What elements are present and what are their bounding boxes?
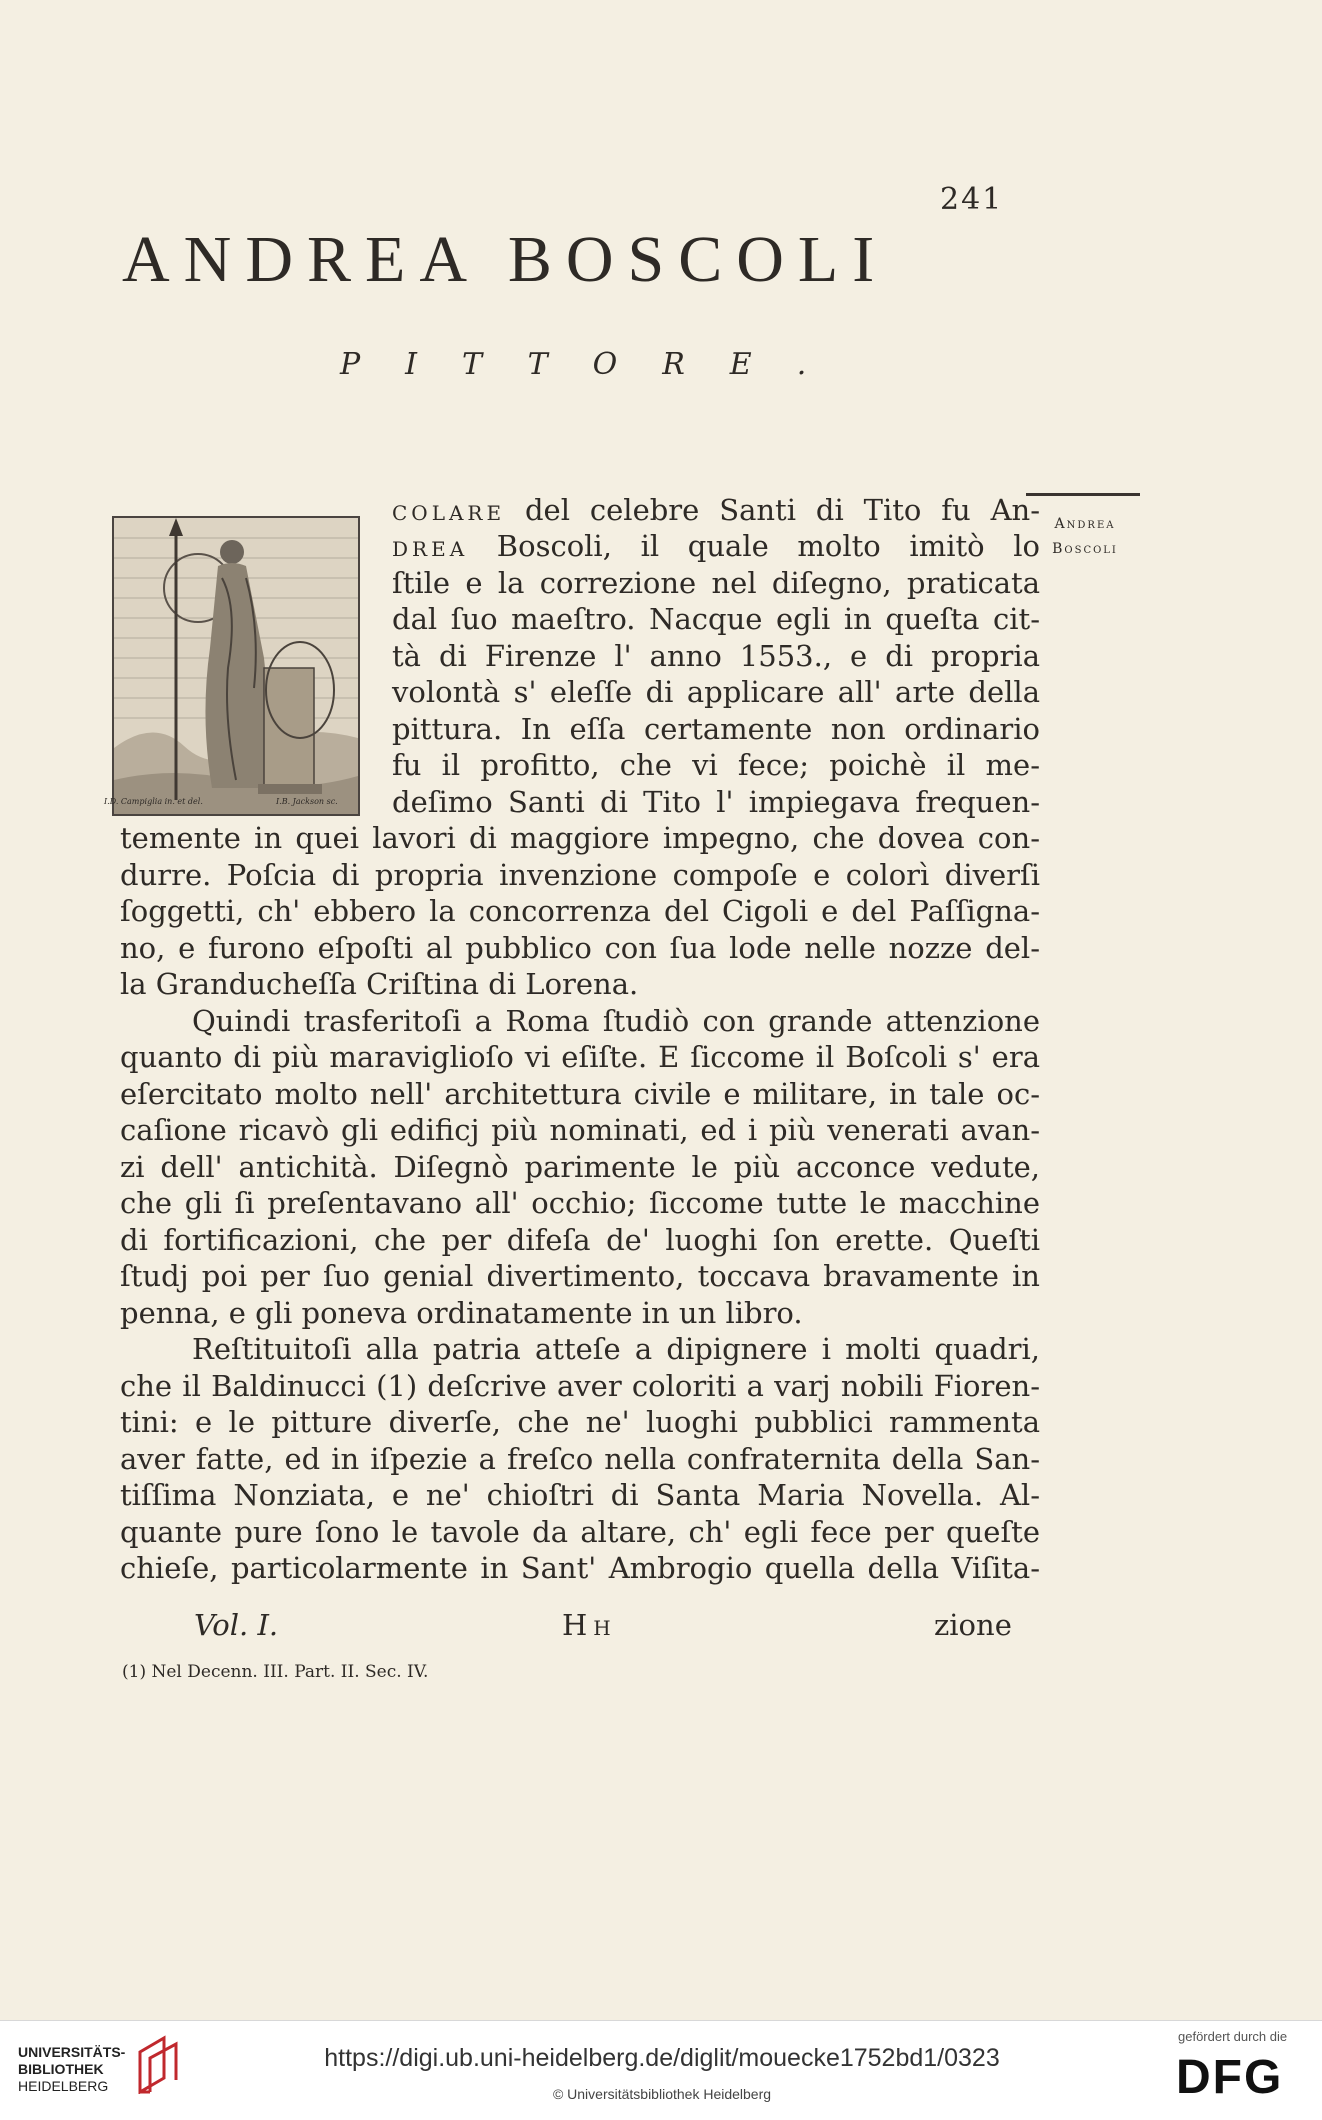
text-line: temente in quei lavori di maggiore impegno, che dovea con-	[120, 821, 1040, 855]
text-line: dal ſuo maeſtro. Nacque egli in queſta cit-	[392, 602, 1040, 636]
margin-rule	[1026, 493, 1140, 496]
text-line: quanto di più maraviglioſo vi eſiſte. E ſiccome il Boſcoli s' era	[120, 1040, 1040, 1074]
text-line: Reſtituitoſi alla patria atteſe a dipignere i molti quadri,	[192, 1332, 1040, 1366]
text-line: ſtile e la correzione nel diſegno, praticata	[392, 566, 1040, 600]
footnote: (1) Nel Decenn. III. Part. II. Sec. IV.	[122, 1662, 429, 1682]
text-line: penna, e gli poneva ordinatamente in un libro.	[120, 1296, 803, 1330]
text-line: deſimo Santi di Tito l' impiegava frequen-	[392, 785, 1040, 819]
text-line: che gli ſi preſentavano all' occhio; ſiccome tutte le macchine	[120, 1186, 1040, 1220]
text-line: tà di Firenze l' anno 1553., e di propria	[392, 639, 1040, 673]
engraving-caption-right: I.B. Jackson sc.	[276, 797, 338, 806]
text-line: chieſe, particolarmente in Sant' Ambrogio quella della Viſita-	[120, 1551, 1040, 1585]
text-line: Quindi trasferitoſi a Roma ſtudiò con grande attenzione	[192, 1004, 1040, 1038]
margin-note: Boscoli	[1052, 541, 1118, 557]
text-line: volontà s' eleſſe di applicare all' arte della	[392, 675, 1040, 709]
engraving-image	[114, 518, 358, 814]
text-line: la Granducheſſa Criſtina di Lorena.	[120, 967, 639, 1001]
library-name-line: HEIDELBERG	[18, 2078, 109, 2094]
library-name-line: BIBLIOTHEK	[18, 2061, 104, 2077]
library-name-line: UNIVERSITÄTS-	[18, 2044, 126, 2060]
funding-label: gefördert durch die	[1178, 2029, 1288, 2044]
text-line: quante pure ſono le tavole da altare, ch' egli fece per queſte	[120, 1515, 1040, 1549]
library-logo-icon[interactable]	[134, 2034, 186, 2094]
text-line: colare del celebre Santi di Tito fu An-	[392, 493, 1040, 527]
text-line: che il Baldinucci (1) deſcrive aver coloriti a varj nobili Fioren-	[120, 1369, 1040, 1403]
dfg-logo[interactable]: DFG	[1176, 2051, 1284, 2104]
engraving-caption-left: I.D. Campiglia in. et del.	[104, 797, 203, 806]
text-line: no, e furono eſpoſti al pubblico con ſua lode nelle nozze del-	[120, 931, 1040, 965]
text-line: zi dell' antichità. Diſegnò parimente le più acconce vedute,	[120, 1150, 1040, 1184]
text-line: drea Boscoli, il quale molto imitò lo	[392, 529, 1040, 563]
copyright-notice: © Universitätsbibliothek Heidelberg	[552, 2086, 772, 2102]
catchword: zione	[934, 1608, 1012, 1642]
library-logo-text[interactable]	[18, 2044, 125, 2095]
page-number: 241	[940, 182, 1004, 217]
text-line: tiſſima Nonziata, e ne' chioſtri di Santa Maria Novella. Al-	[120, 1478, 1040, 1512]
text-line: eſercitato molto nell' architettura civile e militare, in tale oc-	[120, 1077, 1040, 1111]
text-line: durre. Poſcia di propria invenzione compoſe e colorì diverſi	[120, 858, 1040, 892]
margin-note: Andrea	[1054, 516, 1116, 532]
permalink-url[interactable]: https://digi.ub.uni-heidelberg.de/diglit/mouecke1752bd1/0323	[324, 2044, 1000, 2072]
page-subtitle: PITTORE.	[340, 347, 852, 382]
text-line: ſoggetti, ch' ebbero la concorrenza del Cigoli e del Paſſigna-	[120, 894, 1040, 928]
text-line: pittura. In eſſa certamente non ordinario	[392, 712, 1040, 746]
text-line: di fortificazioni, che per difeſa de' luoghi ſon erette. Queſti	[120, 1223, 1040, 1257]
text-line: fu il profitto, che vi fece; poichè il me-	[392, 748, 1040, 782]
text-line: ſtudj poi per ſuo genial divertimento, toccava bravamente in	[120, 1259, 1040, 1293]
gathering-mark: Hh	[562, 1608, 617, 1642]
text-line: caſione ricavò gli edificj più nominati, ed i più venerati avan-	[120, 1113, 1040, 1147]
engraving-illustration	[112, 516, 360, 816]
text-line: tini: e le pitture diverſe, che ne' luoghi pubblici rammenta	[120, 1405, 1040, 1439]
page-title: ANDREA BOSCOLI	[122, 223, 889, 296]
text-line: aver fatte, ed in iſpezie a freſco nella confraternita della San-	[120, 1442, 1040, 1476]
volume-signature: Vol. I.	[194, 1608, 279, 1642]
